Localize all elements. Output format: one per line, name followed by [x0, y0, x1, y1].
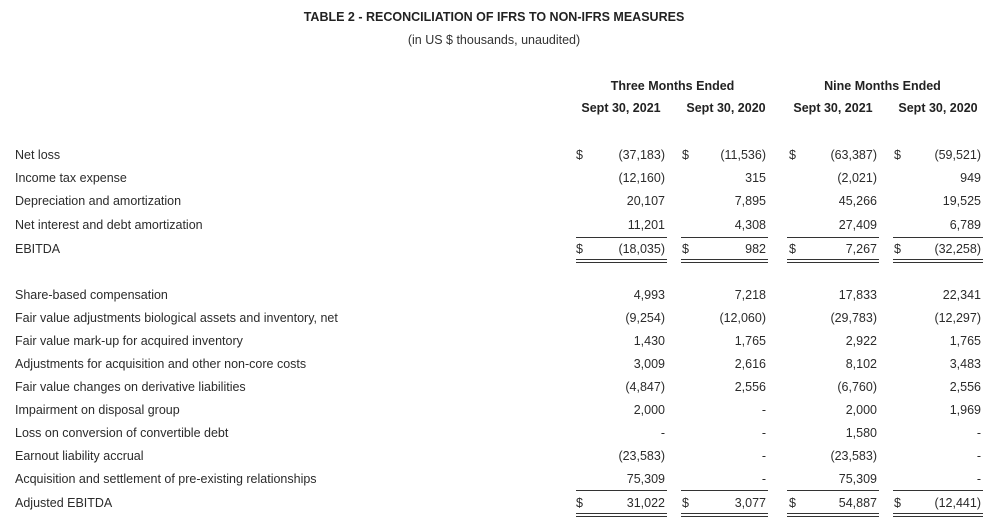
total-double-rule — [893, 259, 983, 263]
cell-value: 31,022 — [626, 496, 665, 510]
cell-value: 2,556 — [734, 380, 766, 394]
cell-value: 2,556 — [949, 380, 981, 394]
cell-value: - — [660, 426, 665, 440]
cell-value: 3,009 — [633, 357, 665, 371]
cell-value: - — [976, 426, 981, 440]
table-row — [0, 472, 988, 492]
currency-symbol: $ — [789, 148, 796, 162]
cell-value: (23,583) — [830, 449, 877, 463]
cell-value: (2,021) — [837, 171, 877, 185]
cell-value: 2,922 — [845, 334, 877, 348]
cell-value: 949 — [960, 171, 981, 185]
cell-value: (12,060) — [719, 311, 766, 325]
currency-symbol: $ — [682, 242, 689, 256]
subtotal-rule — [787, 237, 879, 238]
cell-value: 6,789 — [949, 218, 981, 232]
cell-value: 4,993 — [633, 288, 665, 302]
currency-symbol: $ — [789, 496, 796, 510]
cell-value: (63,387) — [830, 148, 877, 162]
subtotal-rule — [681, 490, 768, 491]
cell-value: 17,833 — [838, 288, 877, 302]
table-row — [0, 334, 988, 354]
cell-value: (11,536) — [720, 148, 766, 162]
header-nine-months: Nine Months Ended — [824, 79, 941, 93]
cell-value: 7,895 — [734, 194, 766, 208]
column-header: Sept 30, 2020 — [686, 101, 766, 115]
cell-value: (6,760) — [837, 380, 877, 394]
total-double-rule — [576, 513, 667, 517]
total-double-rule — [787, 259, 879, 263]
table-row — [0, 449, 988, 469]
cell-value: 1,765 — [734, 334, 766, 348]
cell-value: - — [761, 426, 766, 440]
table-row — [0, 171, 988, 191]
cell-value: 19,525 — [942, 194, 981, 208]
column-header: Sept 30, 2021 — [793, 101, 873, 115]
cell-value: (9,254) — [625, 311, 665, 325]
table-title: TABLE 2 - RECONCILIATION OF IFRS TO NON-IFRS MEASURES — [303, 10, 685, 24]
column-header: Sept 30, 2021 — [581, 101, 661, 115]
total-double-rule — [576, 259, 667, 263]
cell-value: 45,266 — [838, 194, 877, 208]
cell-value: 22,341 — [942, 288, 981, 302]
cell-value: - — [976, 449, 981, 463]
currency-symbol: $ — [576, 242, 583, 256]
row-label: Fair value changes on derivative liabilities — [15, 380, 246, 394]
cell-value: 2,000 — [633, 403, 665, 417]
row-label: Income tax expense — [15, 171, 127, 185]
cell-value: 3,077 — [734, 496, 766, 510]
cell-value: (12,441) — [934, 496, 981, 510]
currency-symbol: $ — [894, 496, 901, 510]
cell-value: (4,847) — [625, 380, 665, 394]
cell-value: - — [976, 472, 981, 486]
subtotal-rule — [893, 490, 983, 491]
total-double-rule — [893, 513, 983, 517]
header-three-months: Three Months Ended — [610, 79, 735, 93]
cell-value: (12,297) — [934, 311, 981, 325]
table-row — [0, 357, 988, 377]
row-label: Net interest and debt amortization — [15, 218, 203, 232]
row-label: Adjusted EBITDA — [15, 496, 113, 510]
row-label: EBITDA — [15, 242, 61, 256]
cell-value: 3,483 — [949, 357, 981, 371]
row-label: Fair value mark-up for acquired inventory — [15, 334, 243, 348]
cell-value: 8,102 — [845, 357, 877, 371]
table-subtitle: (in US $ thousands, unaudited) — [407, 33, 581, 47]
cell-value: 1,580 — [845, 426, 877, 440]
cell-value: (37,183) — [618, 148, 665, 162]
cell-value: - — [761, 403, 766, 417]
cell-value: 1,765 — [949, 334, 981, 348]
currency-symbol: $ — [576, 148, 583, 162]
cell-value: 20,107 — [626, 194, 665, 208]
cell-value: (18,035) — [618, 242, 665, 256]
cell-value: (32,258) — [934, 242, 981, 256]
subtotal-rule — [893, 237, 983, 238]
cell-value: 982 — [745, 242, 766, 256]
cell-value: 4,308 — [734, 218, 766, 232]
cell-value: 1,969 — [949, 403, 981, 417]
cell-value: 27,409 — [838, 218, 877, 232]
table-row — [0, 194, 988, 214]
row-label: Fair value adjustments biological assets and inventory, net — [15, 311, 338, 325]
cell-value: 1,430 — [633, 334, 665, 348]
cell-value: 315 — [745, 171, 766, 185]
table-row — [0, 403, 988, 423]
subtotal-rule — [787, 490, 879, 491]
row-label: Impairment on disposal group — [15, 403, 180, 417]
cell-value: - — [761, 449, 766, 463]
column-header: Sept 30, 2020 — [898, 101, 978, 115]
cell-value: 75,309 — [626, 472, 665, 486]
currency-symbol: $ — [894, 148, 901, 162]
row-label: Earnout liability accrual — [15, 449, 144, 463]
currency-symbol: $ — [682, 496, 689, 510]
currency-symbol: $ — [576, 496, 583, 510]
cell-value: 2,000 — [845, 403, 877, 417]
table-row — [0, 426, 988, 446]
row-label: Depreciation and amortization — [15, 194, 182, 208]
subtotal-rule — [576, 237, 667, 238]
row-label: Acquisition and settlement of pre-existing relationships — [15, 472, 317, 486]
table-row — [0, 311, 988, 331]
table-row — [0, 380, 988, 400]
cell-value: 7,218 — [734, 288, 766, 302]
subtotal-rule — [681, 237, 768, 238]
cell-value: (59,521) — [934, 148, 981, 162]
cell-value: (23,583) — [618, 449, 665, 463]
cell-value: 7,267 — [845, 242, 877, 256]
total-double-rule — [787, 513, 879, 517]
table-row — [0, 218, 988, 238]
currency-symbol: $ — [682, 148, 689, 162]
row-label: Adjustments for acquisition and other non-core costs — [15, 357, 307, 371]
total-double-rule — [681, 259, 768, 263]
cell-value: (29,783) — [830, 311, 877, 325]
currency-symbol: $ — [789, 242, 796, 256]
total-double-rule — [681, 513, 768, 517]
cell-value: 2,616 — [734, 357, 766, 371]
cell-value: 54,887 — [838, 496, 877, 510]
cell-value: - — [761, 472, 766, 486]
currency-symbol: $ — [894, 242, 901, 256]
row-label: Net loss — [15, 148, 61, 162]
cell-value: 11,201 — [627, 218, 665, 232]
cell-value: 75,309 — [838, 472, 877, 486]
row-label: Loss on conversion of convertible debt — [15, 426, 229, 440]
row-label: Share-based compensation — [15, 288, 168, 302]
table-row — [0, 148, 988, 168]
cell-value: (12,160) — [618, 171, 665, 185]
subtotal-rule — [576, 490, 667, 491]
table-row — [0, 288, 988, 308]
